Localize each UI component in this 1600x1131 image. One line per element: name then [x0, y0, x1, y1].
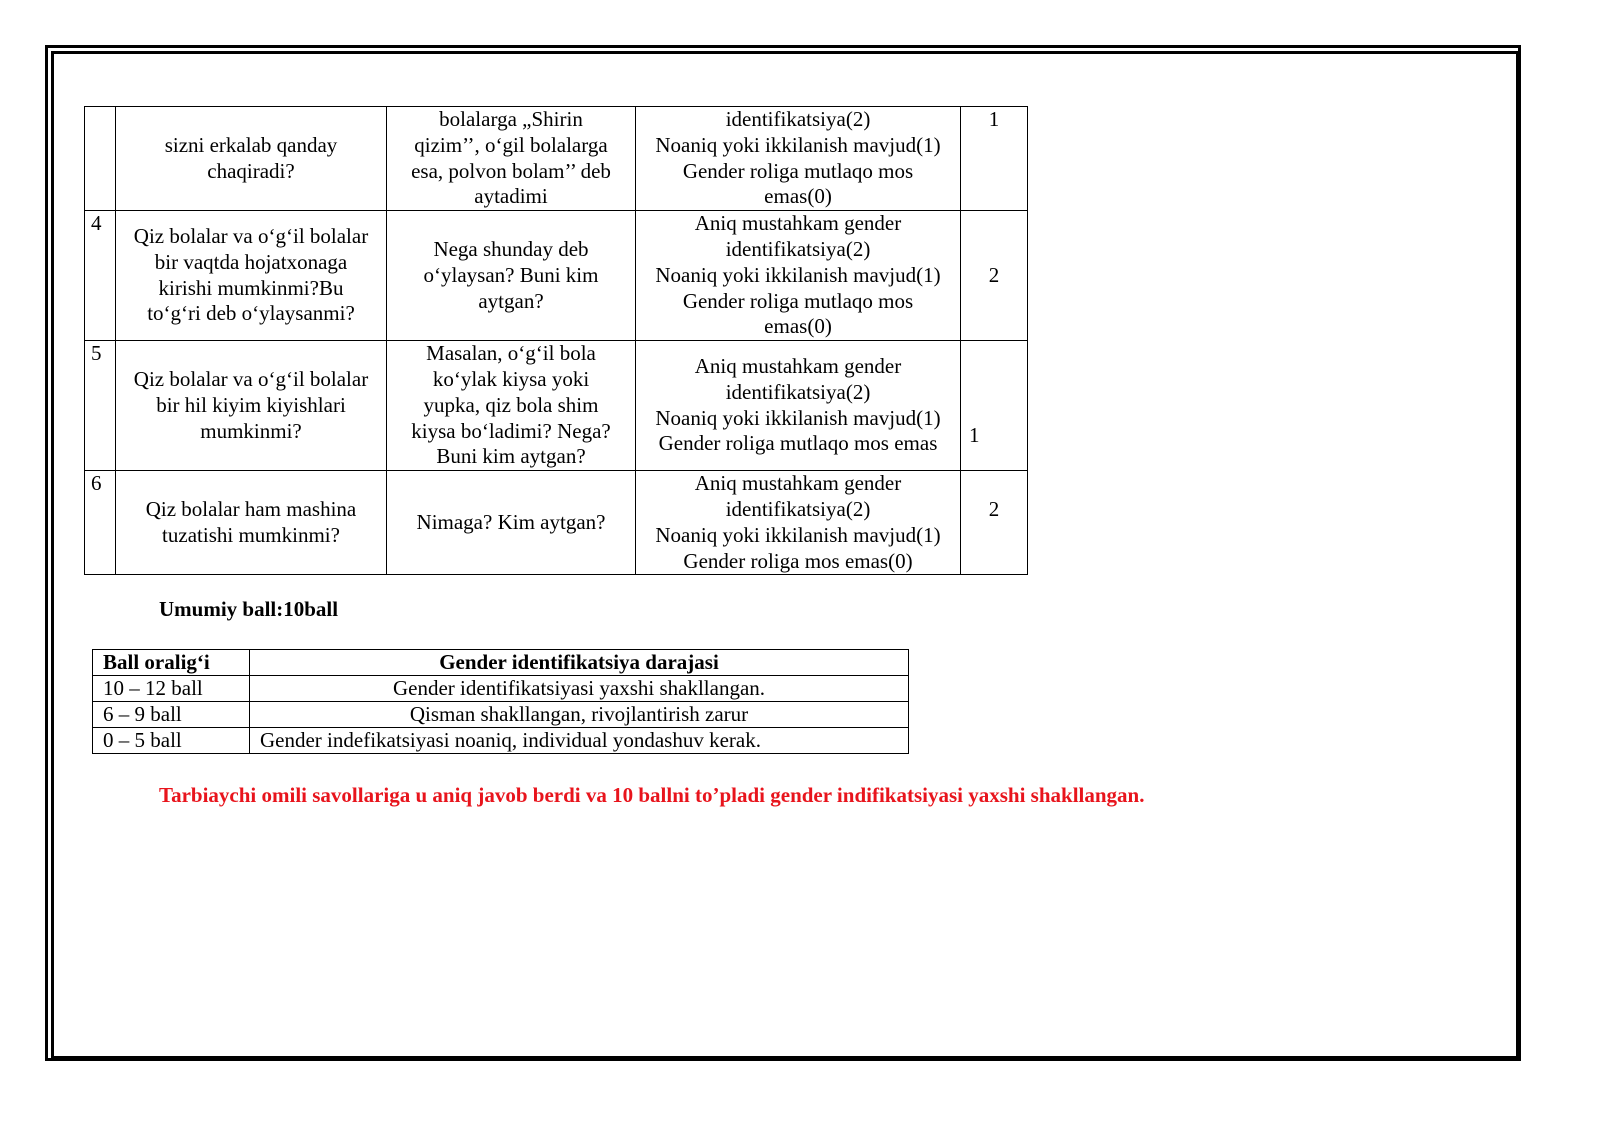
followup-line: qizim’’, o‘gil bolalarga — [414, 132, 608, 157]
question-line: Qiz bolalar va o‘g‘il bolalar — [133, 224, 369, 249]
table-row — [85, 107, 1028, 211]
question-number: 5 — [85, 341, 116, 471]
followup-text — [387, 211, 636, 341]
criteria-line: Gender roliga mutlaqo mos — [682, 288, 914, 313]
question-text — [116, 211, 387, 341]
criteria-line: emas(0) — [764, 184, 832, 209]
question-line: Qiz bolalar ham mashina — [145, 496, 357, 521]
gender-level: Gender indefikatsiyasi noaniq, individual yondashuv kerak. — [250, 728, 909, 754]
followup-line: yupka, qiz bola shim — [423, 392, 599, 417]
criteria-text — [636, 211, 961, 341]
criteria-line: emas(0) — [764, 314, 832, 339]
question-text — [116, 341, 387, 471]
followup-line: aytadimi — [474, 184, 548, 209]
question-text — [116, 471, 387, 575]
criteria-line: identifikatsiya(2) — [725, 379, 871, 404]
criteria-line: Gender roliga mutlaqo mos emas — [658, 431, 938, 456]
question-line: bir vaqtda hojatxonaga — [154, 249, 348, 274]
followup-text — [387, 471, 636, 575]
question-line: tuzatishi mumkinmi? — [162, 522, 340, 547]
table-row — [93, 676, 909, 702]
criteria-text — [636, 107, 961, 211]
table-row — [85, 211, 1028, 341]
followup-line: Masalan, o‘g‘il bola — [426, 341, 596, 366]
question-number: 4 — [85, 211, 116, 341]
ball-range: 10 – 12 ball — [93, 676, 250, 702]
table-header-row — [93, 650, 909, 676]
gender-level: Gender identifikatsiyasi yaxshi shakllangan. — [250, 676, 909, 702]
criteria-line: Noaniq yoki ikkilanish mavjud(1) — [655, 405, 941, 430]
question-score: 1 — [961, 107, 1028, 211]
question-number — [85, 107, 116, 211]
question-line: mumkinmi? — [200, 418, 302, 443]
followup-line: Nega shunday deb — [433, 236, 589, 261]
question-line: kirishi mumkinmi?Bu — [158, 275, 344, 300]
criteria-text — [636, 341, 961, 471]
followup-line: o‘ylaysan? Buni kim — [423, 262, 599, 287]
criteria-line: Aniq mustahkam gender — [694, 471, 902, 496]
followup-text — [387, 107, 636, 211]
criteria-text — [636, 471, 961, 575]
gender-level: Qisman shakllangan, rivojlantirish zarur — [250, 702, 909, 728]
header-gender-level: Gender identifikatsiya darajasi — [250, 650, 909, 676]
criteria-line: Gender roliga mutlaqo mos — [682, 158, 914, 183]
question-score: 2 — [961, 471, 1028, 575]
criteria-line: Noaniq yoki ikkilanish mavjud(1) — [655, 132, 941, 157]
followup-line: ko‘ylak kiysa yoki — [432, 366, 590, 391]
question-line: sizni erkalab qanday — [164, 132, 338, 157]
criteria-line: Aniq mustahkam gender — [694, 354, 902, 379]
header-ball-range: Ball oralig‘i — [93, 650, 250, 676]
criteria-line: Aniq mustahkam gender — [694, 211, 902, 236]
questions-table — [84, 106, 1028, 575]
question-line: Qiz bolalar va o‘g‘il bolalar — [133, 366, 369, 391]
criteria-line: identifikatsiya(2) — [725, 236, 871, 261]
question-score: 1 — [961, 341, 1028, 471]
followup-line: esa, polvon bolam’’ deb — [411, 158, 611, 183]
followup-line: bolalarga „Shirin — [439, 107, 583, 131]
score-range-table — [92, 649, 909, 754]
ball-range: 6 – 9 ball — [93, 702, 250, 728]
followup-line: Nimaga? Kim aytgan? — [416, 509, 606, 534]
question-line: chaqiradi? — [207, 158, 295, 183]
followup-line: kiysa bo‘ladimi? Nega? — [411, 418, 611, 443]
criteria-line: Gender roliga mos emas(0) — [683, 548, 913, 573]
followup-line: Buni kim aytgan? — [436, 444, 586, 469]
followup-text — [387, 341, 636, 471]
table-row — [85, 341, 1028, 471]
question-score: 2 — [961, 211, 1028, 341]
criteria-line: Noaniq yoki ikkilanish mavjud(1) — [655, 522, 941, 547]
criteria-line: identifikatsiya(2) — [725, 107, 871, 131]
conclusion-text: Tarbiaychi omili savollariga u aniq javob berdi va 10 ballni to’pladi gender indifikatsiyasi yaxshi shakllangan. — [159, 783, 1145, 807]
criteria-line: identifikatsiya(2) — [725, 496, 871, 521]
table-row — [85, 471, 1028, 575]
criteria-line: Noaniq yoki ikkilanish mavjud(1) — [655, 262, 941, 287]
question-line: bir hil kiyim kiyishlari — [156, 392, 346, 417]
table-row — [93, 702, 909, 728]
question-text — [116, 107, 387, 211]
followup-line: aytgan? — [478, 288, 544, 313]
ball-range: 0 – 5 ball — [93, 728, 250, 754]
question-number: 6 — [85, 471, 116, 575]
question-line: to‘g‘ri deb o‘ylaysanmi? — [147, 301, 355, 326]
table-row — [93, 728, 909, 754]
total-score: Umumiy ball:10ball — [159, 597, 339, 621]
